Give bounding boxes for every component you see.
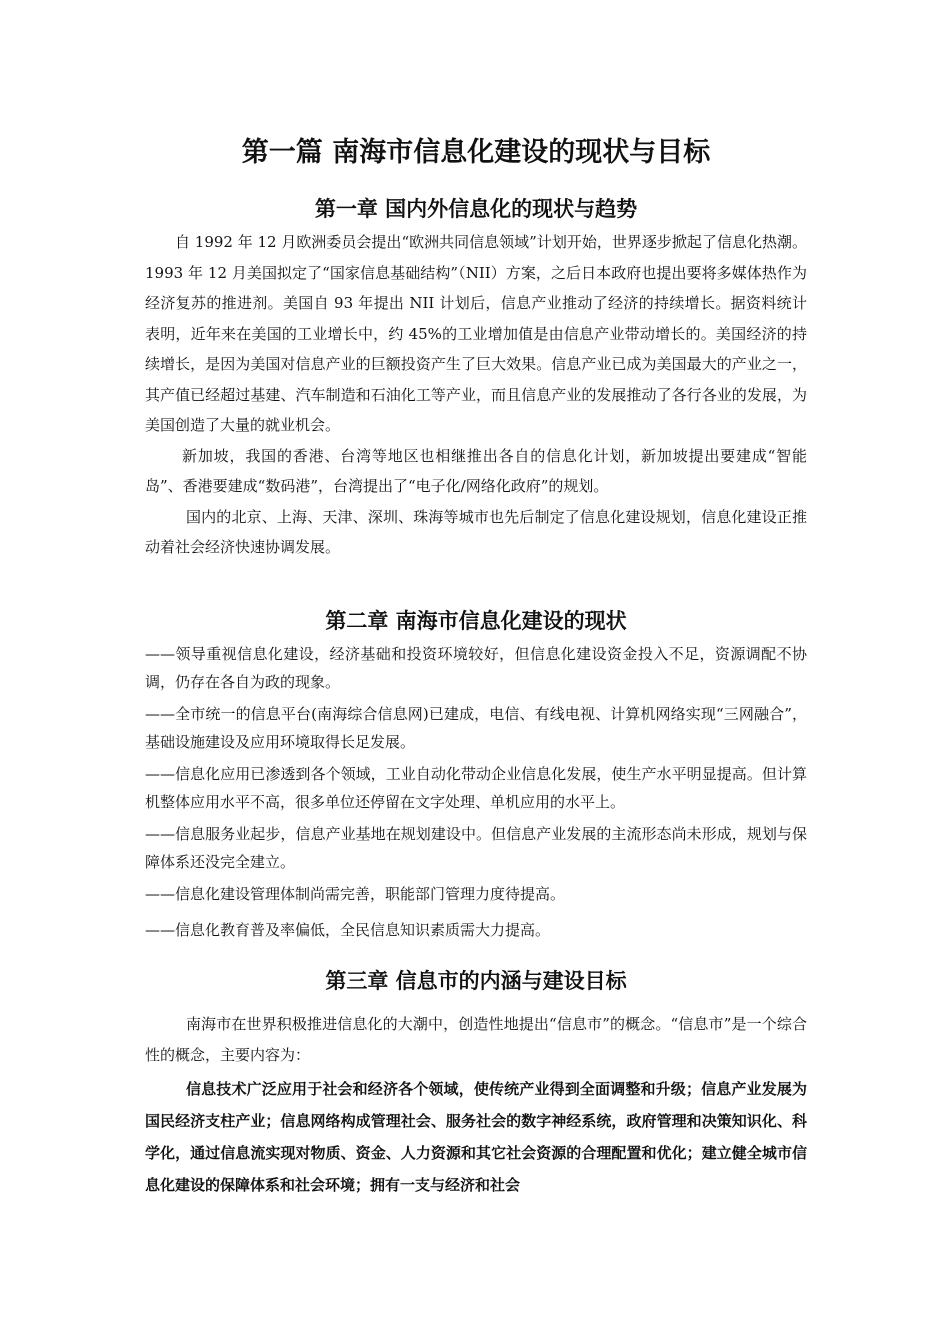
chapter-2-item-4: ——信息服务业起步，信息产业基地在规划建设中。但信息产业发展的主流形态尚未形成，规划与保障体系还没完全建立。 [145,825,807,871]
chapter-1-title: 第一章 国内外信息化的现状与趋势 [314,197,638,221]
chapter-2-item-5: ——信息化建设管理体制尚需完善，职能部门管理力度待提高。 [145,885,566,903]
chapter-2-title: 第二章 南海市信息化建设的现状 [325,609,627,633]
chapter-1-paragraph-1: 自 1992 年 12 月欧洲委员会提出“欧洲共同信息领域”计划开始，世界逐步掀起了信息化热潮。1993 年 12 月美国拟定了“国家信息基础结构”（NII）方案，之后日本政府也提出要将多媒体热作为经济复苏的推进剂。美国自 93 年提出 NII 计划后，信息产业推动了经济的持续增长。据资料统计表明，近年来在美国的工业增长中，约 45%的工业增加值是由信息产业带动增长的。美国经济的持续增长，是因为美国对信息产业的巨额投资产生了巨大效果。信息产业已成为美国最大的产业之一，其产值已经超过基建、汽车制造和石油化工等产业，而且信息产业的发展推动了各行各业的发展，为美国创造了大量的就业机会。 [145,233,807,434]
chapter-3-title: 第三章 信息市的内涵与建设目标 [325,969,627,993]
chapter-3-body [145,1009,807,1201]
chapter-3-bold-paragraph: 信息技术广泛应用于社会和经济各个领域，使传统产业得到全面调整和升级；信息产业发展为国民经济支柱产业；信息网络构成管理社会、服务社会的数字神经系统，政府管理和决策知识化、科学化，通过信息流实现对物质、资金、人力资源和其它社会资源的合理配置和优化；建立健全城市信息化建设的保障体系和社会环境；拥有一支与经济和社会 [145,1080,807,1194]
chapter-2-list [145,640,807,944]
chapter-2-item-2: ——全市统一的信息平台(南海综合信息网)已建成，电信、有线电视、计算机网络实现“三网融合”，基础设施建设及应用环境取得长足发展。 [145,705,807,751]
chapter-1-body [145,227,807,563]
chapter-1-paragraph-3: 国内的北京、上海、天津、深圳、珠海等城市也先后制定了信息化建设规划，信息化建设正推动着社会经济快速协调发展。 [145,507,807,556]
chapter-2-item-3: ——信息化应用已渗透到各个领域，工业自动化带动企业信息化发展，使生产水平明显提高。但计算机整体应用水平不高，很多单位还停留在文字处理、单机应用的水平上。 [145,765,807,811]
chapter-2-item-1: ——领导重视信息化建设，经济基础和投资环境较好，但信息化建设资金投入不足，资源调配不协调，仍存在各自为政的现象。 [145,645,807,691]
chapter-1-paragraph-2: 新加坡，我国的香港、台湾等地区也相继推出各自的信息化计划，新加坡提出要建成“智能岛”、香港要建成“数码港”，台湾提出了“电子化/网络化政府”的规划。 [145,446,807,495]
part-title: 第一篇 南海市信息化建设的现状与目标 [241,137,711,168]
chapter-2-item-6: ——信息化教育普及率偏低，全民信息知识素质需大力提高。 [145,921,551,939]
chapter-3-intro: 南海市在世界积极推进信息化的大潮中，创造性地提出“信息市”的概念。“信息市”是一个综合性的概念，主要内容为： [145,1015,807,1064]
